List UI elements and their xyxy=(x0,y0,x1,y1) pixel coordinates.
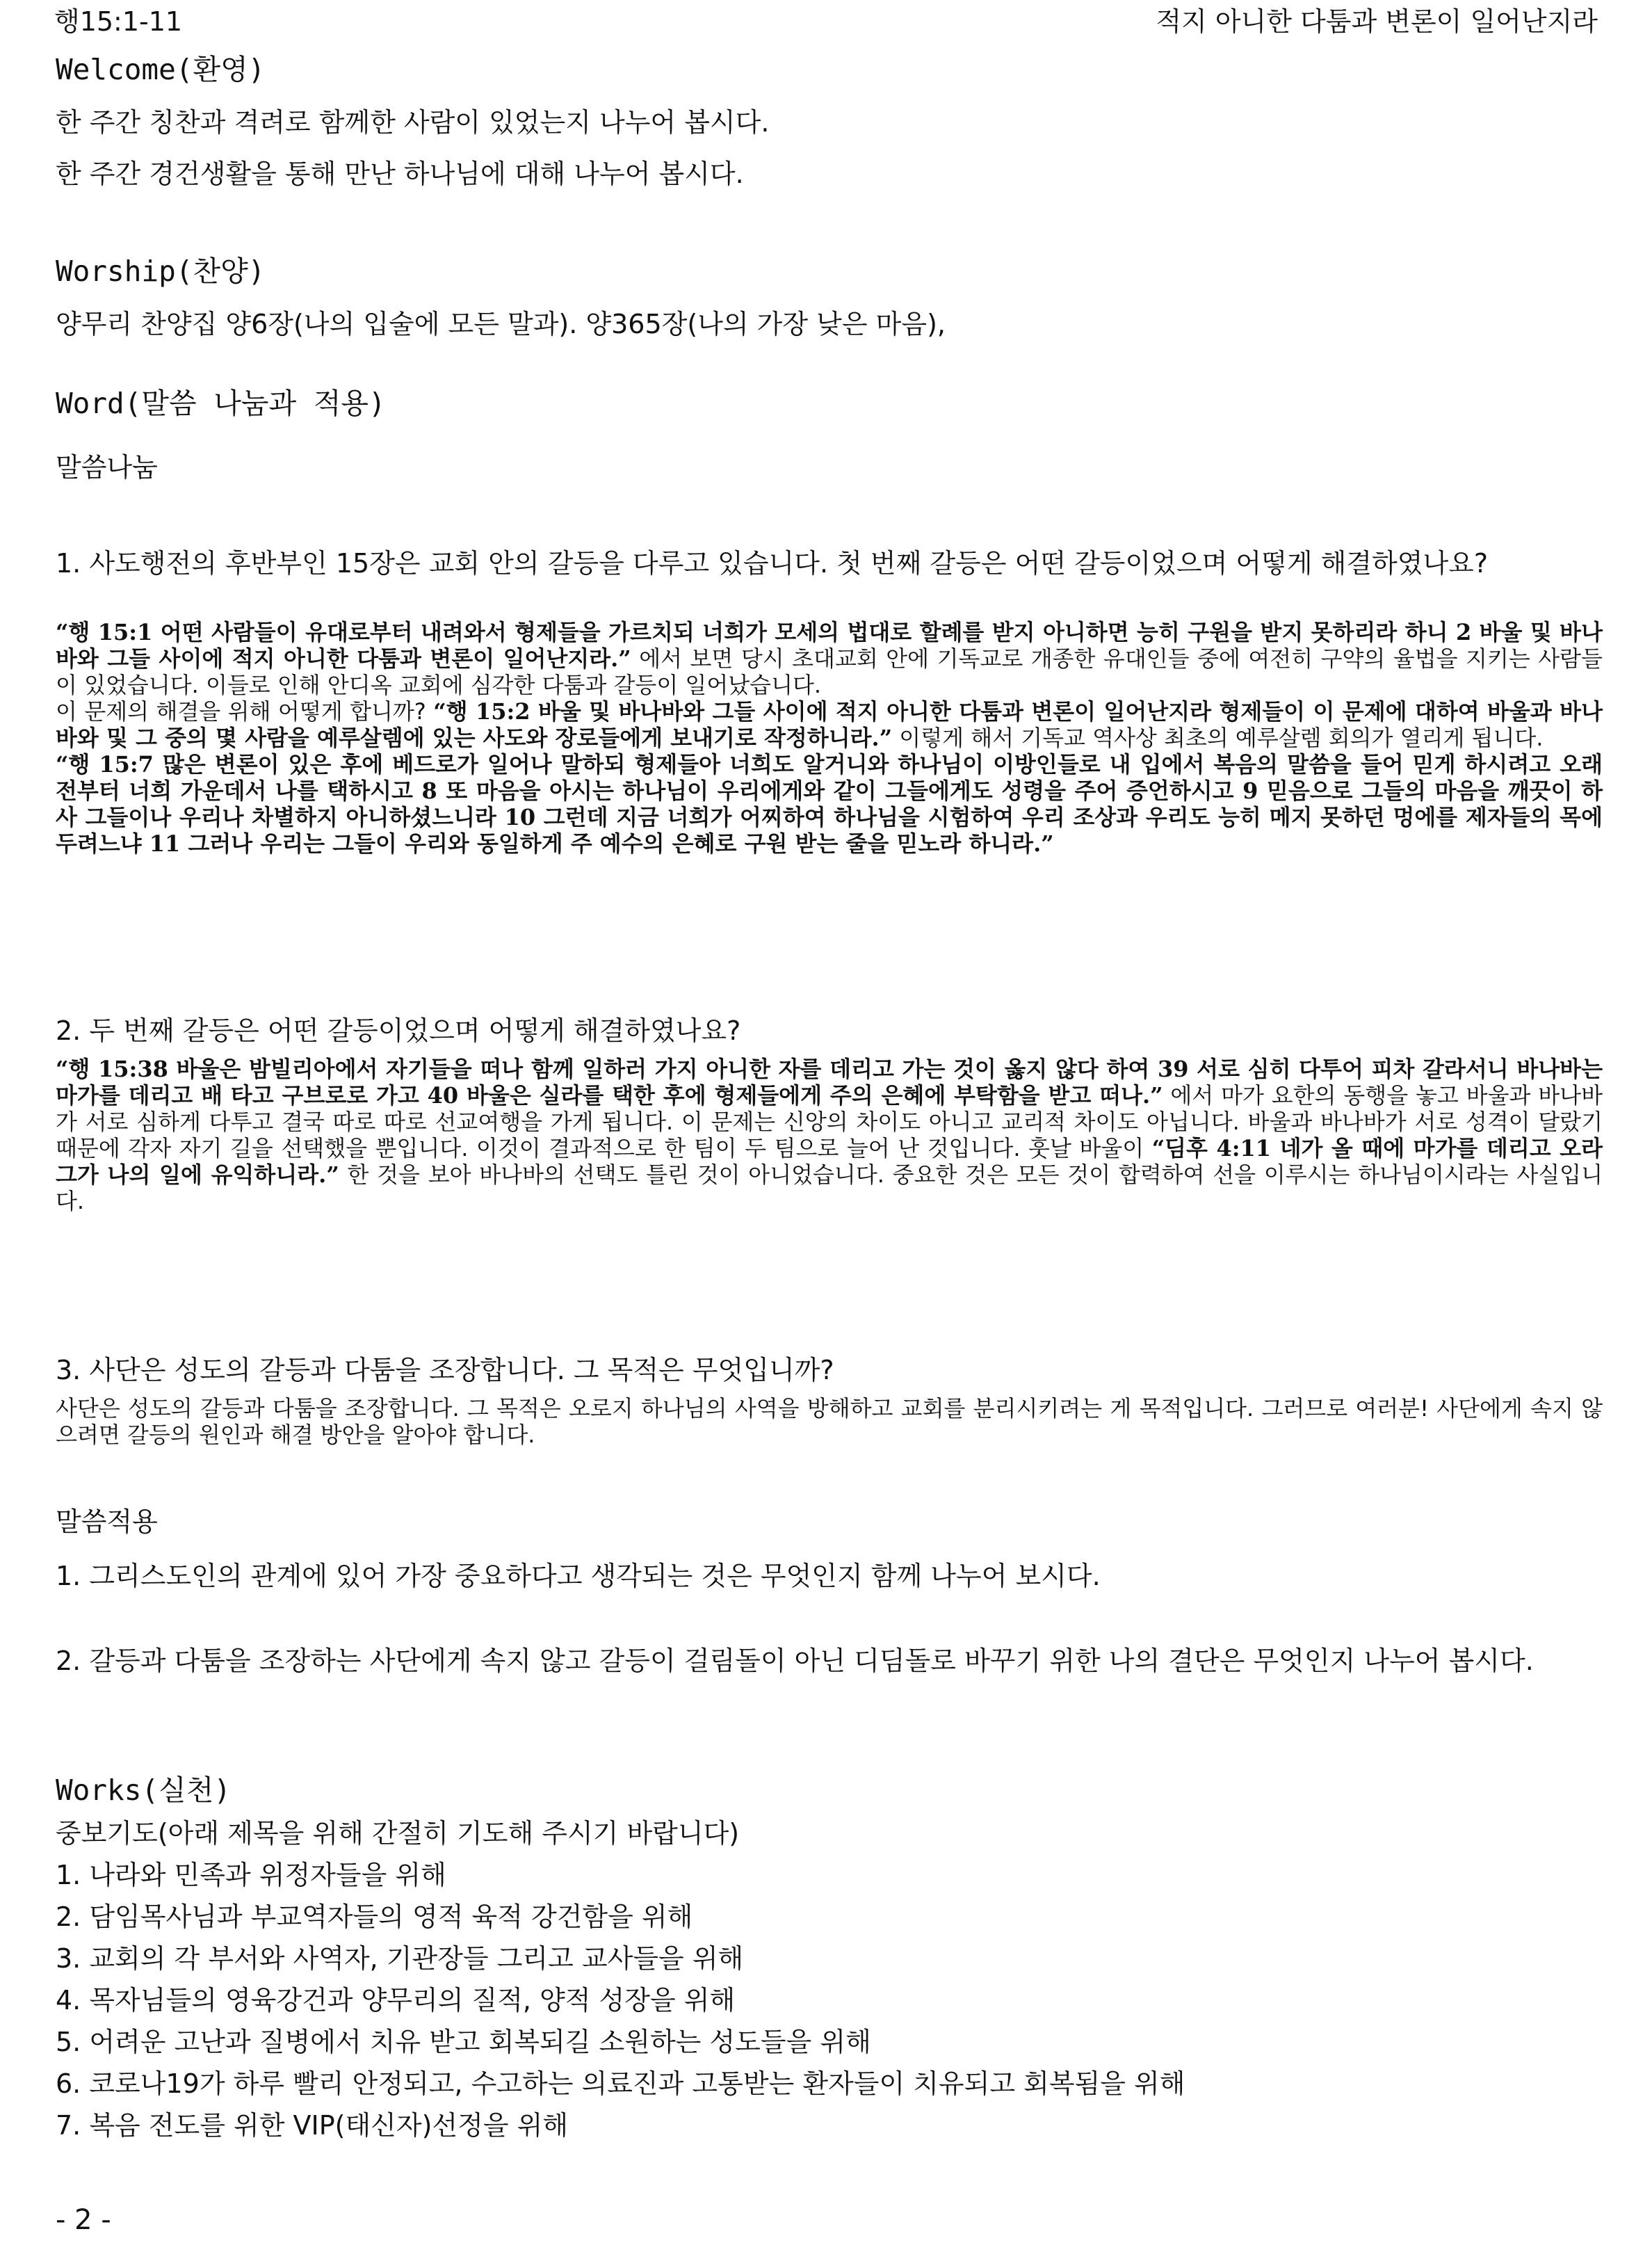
application-2 xyxy=(56,1641,1599,1680)
prayer-item: 2. 담임목사님과 부교역자들의 영적 육적 강건함을 위해 xyxy=(56,1901,693,1932)
page-number: - 2 - xyxy=(56,2204,111,2236)
word-heading: Word(말씀 나눔과 적용) xyxy=(56,387,386,420)
answer-3: 사단은 성도의 갈등과 다툼을 조장합니다. 그 목적은 오로지 하나님의 사역을 방해하고 교회를 분리시키려는 게 목적입니다. 그러므로 여러분! 사단에게 속지 않으려면 갈등의 원인과 해결 방안을 알아야 합니다. xyxy=(56,1395,1603,1448)
prayer-item: 7. 복음 전도를 위한 VIP(태신자)선정을 위해 xyxy=(56,2110,569,2141)
scripture-quote: “행 15:1 어떤 사람들이 유대로부터 내려와서 형제들을 가르치되 너희가 모세의 법대로 할례를 받지 아니하면 능히 구원을 받지 못하리라 하니 2 바울 및 바나바와 그들 사이에 적지 아니한 다툼과 변론이 일어난지라.” xyxy=(56,619,1603,672)
application-heading: 말씀적용 xyxy=(56,1506,158,1537)
answer-1 xyxy=(56,619,1603,857)
answer-text: 이 문제의 해결을 위해 어떻게 합니까? xyxy=(56,698,434,725)
works-intro: 중보기도(아래 제목을 위해 간절히 기도해 주시기 바랍니다) xyxy=(56,1818,740,1849)
header-reference: 행15:1-11 xyxy=(54,6,183,37)
answer-text: 에서 마가 요한의 동행을 놓고 바울과 바나바가 서로 심하게 다투고 결국 따로 따로 선교여행을 가게 됩니다. 이 문제는 신앙의 차이도 아니고 교리적 차이도 아닙니다. 바울과 바나바가 서로 성격이 달랐기 때문에 각자 자기 길을 선택했을 뿐입니다. 이것이 결과적으로 한 팀이 두 팀으로 늘어 난 것입니다. 훗날 바울이 xyxy=(56,1082,1603,1161)
answer-text: 이렇게 해서 기독교 역사상 최초의 예루살렘 회의가 열리게 됩니다. xyxy=(892,725,1544,751)
prayer-item: 1. 나라와 민족과 위정자들을 위해 xyxy=(56,1860,446,1890)
question-3: 3. 사단은 성도의 갈등과 다툼을 조장합니다. 그 목적은 무엇입니까? xyxy=(56,1355,834,1385)
welcome-line-2: 한 주간 경건생활을 통해 만난 하나님에 대해 나누어 봅시다. xyxy=(56,159,744,189)
answer-1-para-1 xyxy=(56,619,1603,698)
answer-2-para xyxy=(56,1056,1603,1214)
scripture-quote: “행 15:7 많은 변론이 있은 후에 베드로가 일어나 말하되 형제들아 너희도 알거니와 하나님이 이방인들로 내 입에서 복음의 말씀을 들어 믿게 하시려고 오래 전부터 너희 가운데서 나를 택하시고 8 또 마음을 아시는 하나님이 우리에게와 같이 그들에게도 성령을 주어 증언하시고 9 믿음으로 그들의 마음을 깨끗이 하사 그들이나 우리나 차별하지 아니하셨느니라 10 그런데 지금 너희가 어찌하여 하나님을 시험하여 우리 조상과 우리도 능히 메지 못하던 멍에를 제자들의 목에 두려느냐 11 그러나 우리는 그들이 우리와 동일하게 주 예수의 은혜로 구원 받는 줄을 믿노라 하니라.” xyxy=(56,751,1603,857)
sharing-heading: 말씀나눔 xyxy=(56,452,158,483)
application-2-text: 2. 갈등과 다툼을 조장하는 사단에게 속지 않고 갈등이 걸림돌이 아닌 디딤돌로 바꾸기 위한 나의 결단은 무엇인지 나누어 봅시다. xyxy=(56,1646,1534,1676)
answer-text: 한 것을 보아 바나바의 선택도 틀린 것이 아니었습니다. 중요한 것은 모든 것이 합력하여 선을 이루시는 하나님이시라는 사실입니다. xyxy=(56,1161,1603,1214)
scripture-quote: “딤후 4:11 네가 올 때에 마가를 데리고 오라 그가 나의 일에 유익하니라.” xyxy=(56,1135,1603,1188)
header-title: 적지 아니한 다툼과 변론이 일어난지라 xyxy=(1156,6,1598,37)
prayer-item: 4. 목자님들의 영육강건과 양무리의 질적, 양적 성장을 위해 xyxy=(56,1985,736,2016)
scripture-quote: “행 15:2 바울 및 바나바와 그들 사이에 적지 아니한 다툼과 변론이 일어난지라 형제들이 이 문제에 대하여 바울과 바나바와 및 그 중의 몇 사람을 예루살렘에 있는 사도와 장로들에게 보내기로 작정하니라.” xyxy=(56,698,1603,751)
worship-heading: Worship(찬양) xyxy=(56,255,266,288)
answer-1-para-3 xyxy=(56,751,1603,857)
question-1 xyxy=(56,544,1599,583)
answer-1-para-2 xyxy=(56,698,1603,751)
scripture-quote: “행 15:38 바울은 밤빌리아에서 자기들을 떠나 함께 일하러 가지 아니한 자를 데리고 가는 것이 옳지 않다 하여 39 서로 심히 다투어 피차 갈라서니 바나바는 마가를 데리고 배 타고 구브로로 가고 40 바울은 실라를 택한 후에 형제들에게 주의 은혜에 부탁함을 받고 떠나.” xyxy=(56,1056,1603,1109)
prayer-item: 5. 어려운 고난과 질병에서 치유 받고 회복되길 소원하는 성도들을 위해 xyxy=(56,2027,871,2057)
application-1: 1. 그리스도인의 관계에 있어 가장 중요하다고 생각되는 것은 무엇인지 함께 나누어 보시다. xyxy=(56,1561,1101,1591)
worship-text: 양무리 찬양집 양6장(나의 입술에 모든 말과). 양365장(나의 가장 낮은 마음), xyxy=(56,309,946,339)
answer-text: 에서 보면 당시 초대교회 안에 기독교로 개종한 유대인들 중에 여전히 구약의 율법을 지키는 사람들이 있었습니다. 이들로 인해 안디옥 교회에 심각한 다툼과 갈등이 일어났습니다. xyxy=(56,645,1603,698)
welcome-heading: Welcome(환영) xyxy=(56,53,266,86)
prayer-item: 6. 코로나19가 하루 빨리 안정되고, 수고하는 의료진과 고통받는 환자들이 치유되고 회복됨을 위해 xyxy=(56,2068,1185,2099)
welcome-line-1: 한 주간 칭찬과 격려로 함께한 사람이 있었는지 나누어 봅시다. xyxy=(56,107,770,138)
prayer-item: 3. 교회의 각 부서와 사역자, 기관장들 그리고 교사들을 위해 xyxy=(56,1943,744,1974)
question-2: 2. 두 번째 갈등은 어떤 갈등이었으며 어떻게 해결하였나요? xyxy=(56,1015,741,1046)
answer-2 xyxy=(56,1056,1603,1214)
works-heading: Works(실천) xyxy=(56,1774,232,1807)
question-1-text: 1. 사도행전의 후반부인 15장은 교회 안의 갈등을 다루고 있습니다. 첫 번째 갈등은 어떤 갈등이었으며 어떻게 해결하였나요? xyxy=(56,548,1489,579)
